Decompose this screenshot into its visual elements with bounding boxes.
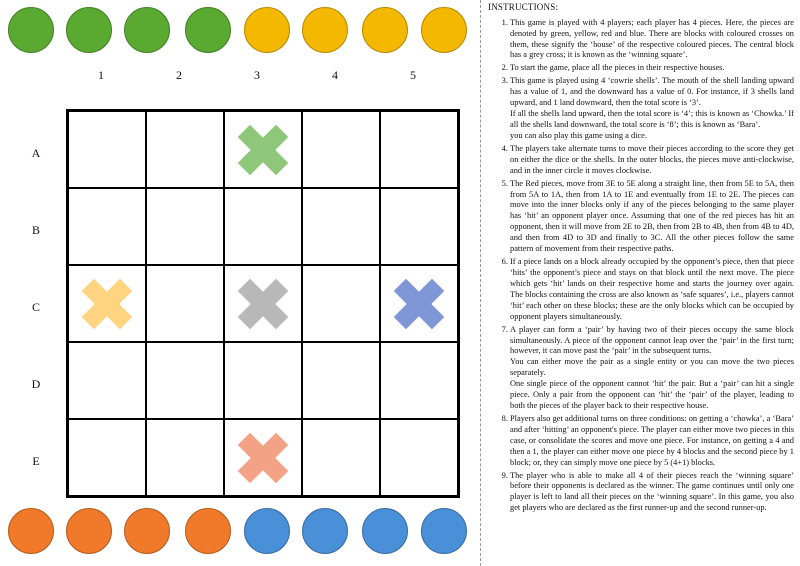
instruction-text: You can either move the pair as a single entity or you can move the two pieces separately. <box>510 357 794 378</box>
board-cell-5c[interactable] <box>380 265 458 342</box>
board-cell-4d[interactable] <box>302 342 380 419</box>
instruction-item <box>510 144 794 177</box>
bottom-orange-piece[interactable] <box>66 508 112 554</box>
board-cell-2c[interactable] <box>146 265 224 342</box>
instruction-item <box>510 76 794 142</box>
instruction-text: 3. This game is played using 4 ‘cowrie shells’. The mouth of the shell landing upward has a value of 1, and the downward has a value of 0. For instance, if 3 shells land upward, and 1 land downward, then the total score is ‘3’. <box>510 76 794 108</box>
column-label: 3 <box>254 68 260 82</box>
game-grid <box>66 109 460 498</box>
instruction-text: One single piece of the opponent cannot ‘hit’ the pair. But a ‘pair’ can hit a single piece. Only a pair from the opponent can ‘hit’ the ‘pair’ of the player, leading to both the pieces of the player back to their respective house. <box>510 379 794 411</box>
blue-cross-icon <box>390 275 448 333</box>
red-cross-icon <box>234 429 292 487</box>
board-cell-3b[interactable] <box>224 188 302 265</box>
board-cell-2d[interactable] <box>146 342 224 419</box>
row-label: E <box>32 454 40 468</box>
bottom-blue-piece[interactable] <box>244 508 290 554</box>
bottom-orange-piece[interactable] <box>8 508 54 554</box>
row-label: C <box>31 300 40 314</box>
column-label: 5 <box>410 68 416 82</box>
board-cell-5d[interactable] <box>380 342 458 419</box>
bottom-blue-piece[interactable] <box>302 508 348 554</box>
row-label: D <box>31 377 41 391</box>
instruction-text: If all the shells land upward, then the total score is ‘4’; this is known as ‘Chowka.’ If all the shells land downward, the total score is ‘8’; this is known as ‘Bara’. <box>510 109 794 129</box>
instruction-text: 8. Players also get additional turns on three conditions: on getting a ‘chowka’, a ‘Bara’ and after ‘hitting’ an opponent's piece. The player can either move two pieces in this case, or consolidate the scores and move one piece. For instance, on getting a 4 and then a 1, the player can either move one piece by 4 blocks and the second piece by 1 block; or, they can simply move one piece by 5 (4+1) blocks. <box>510 413 794 467</box>
grey-cross-icon <box>234 275 292 333</box>
instruction-text: 7. A player can form a ‘pair’ by having two of their pieces occupy the same block simultaneously. A piece of the opponent cannot leap over the ‘pair’ in the first turn; however, it can move past the ‘pair’ in the subsequent turns. <box>510 324 794 356</box>
yellow-cross-icon <box>78 275 136 333</box>
board-cell-4e[interactable] <box>302 419 380 496</box>
board-cell-5a[interactable] <box>380 111 458 188</box>
green-cross-icon <box>234 121 292 179</box>
board-cell-3d[interactable] <box>224 342 302 419</box>
board-cell-4c[interactable] <box>302 265 380 342</box>
board-cell-5e[interactable] <box>380 419 458 496</box>
board-cell-2e[interactable] <box>146 419 224 496</box>
instruction-text: you can also play this game using a dice. <box>510 130 647 140</box>
board-cell-4b[interactable] <box>302 188 380 265</box>
top-yellow-piece[interactable] <box>362 7 408 53</box>
board-cell-3e[interactable] <box>224 419 302 496</box>
top-yellow-piece[interactable] <box>421 7 467 53</box>
column-label: 4 <box>332 68 338 82</box>
top-green-piece[interactable] <box>8 7 54 53</box>
top-yellow-piece[interactable] <box>302 7 348 53</box>
instructions-list <box>488 18 794 515</box>
instruction-item <box>510 325 794 412</box>
bottom-orange-piece[interactable] <box>185 508 231 554</box>
instruction-text: 1. This game is played with 4 players; each player has 4 pieces. Here, the pieces are denoted by green, yellow, red and blue. There are blocks with coloured crosses on them, these signify the ‘house’ of the respective coloured pieces. The central block has a grey cross; it is known as the ‘winning square’. <box>510 17 794 60</box>
instruction-text: 5. The Red pieces, move from 3E to 5E along a straight line, then from 5E to 5A, then from 5A to 1A, then from 1A to 1E and eventually from 1E to 2E. The pieces can move into the inner blocks only if any of the pieces belonging to the same player has ‘hit’ an opponent player once. Assuming that one of the red pieces has hit an opponent, then it will move from 2E to 2B, then from 2B to 4B, then from 4B to 4D, and then from 4D to 3D and finally to 3C. All the other pieces follow the same pattern of movement from their respective paths. <box>510 178 794 254</box>
instruction-item <box>510 257 794 323</box>
top-green-piece[interactable] <box>124 7 170 53</box>
instructions-title: INSTRUCTIONS: <box>488 2 559 12</box>
board-cell-3a[interactable] <box>224 111 302 188</box>
instruction-item <box>510 471 794 515</box>
board-cell-5b[interactable] <box>380 188 458 265</box>
top-yellow-piece[interactable] <box>244 7 290 53</box>
board-cell-4a[interactable] <box>302 111 380 188</box>
board-cell-1b[interactable] <box>68 188 146 265</box>
instruction-text: 9. The player who is able to make all 4 of their pieces reach the ‘winning square’ before their opponents is declared as the winner. The game continues until only one player is left to land all their pieces on the ‘winning square’. In this game, you also get players who are declared as the first runner-up and the second runner-up. <box>510 470 794 513</box>
instruction-item <box>510 414 794 469</box>
instruction-item <box>510 63 794 74</box>
board-cell-3c[interactable] <box>224 265 302 342</box>
board-cell-1e[interactable] <box>68 419 146 496</box>
bottom-blue-piece[interactable] <box>362 508 408 554</box>
top-green-piece[interactable] <box>66 7 112 53</box>
row-label: A <box>31 146 41 160</box>
board-cell-2a[interactable] <box>146 111 224 188</box>
column-label: 2 <box>176 68 182 82</box>
board-cell-2b[interactable] <box>146 188 224 265</box>
instruction-item <box>510 18 794 62</box>
board-cell-1a[interactable] <box>68 111 146 188</box>
instruction-text: 2. To start the game, place all the pieces in their respective houses. <box>510 63 725 73</box>
instructions-panel <box>488 2 794 516</box>
top-green-piece[interactable] <box>185 7 231 53</box>
instruction-text: 4. The players take alternate turns to move their pieces according to the score they get on either the dice or the shells. In the outer blocks, the pieces move anti-clockwise, and in the inner circle it moves clockwise. <box>510 143 794 175</box>
instruction-item <box>510 179 794 255</box>
instruction-text: 6. If a piece lands on a block already occupied by the opponent’s piece, then that piece ‘hits’ the opponent’s piece and stays on that block until the next move. The piece which gets ‘hit’ lands on their respective home and starts the journey over again. The blocks containing the cross are also known as ‘safe squares’, i.e., players cannot ‘hit’ each other on these blocks; these are the only blocks which can be occupied by opponent players simultaneously. <box>510 257 794 321</box>
column-label: 1 <box>98 68 104 82</box>
bottom-orange-piece[interactable] <box>124 508 170 554</box>
board-cell-1c[interactable] <box>68 265 146 342</box>
board-cell-1d[interactable] <box>68 342 146 419</box>
bottom-blue-piece[interactable] <box>421 508 467 554</box>
page-divider <box>480 0 482 566</box>
row-label: B <box>31 223 40 237</box>
